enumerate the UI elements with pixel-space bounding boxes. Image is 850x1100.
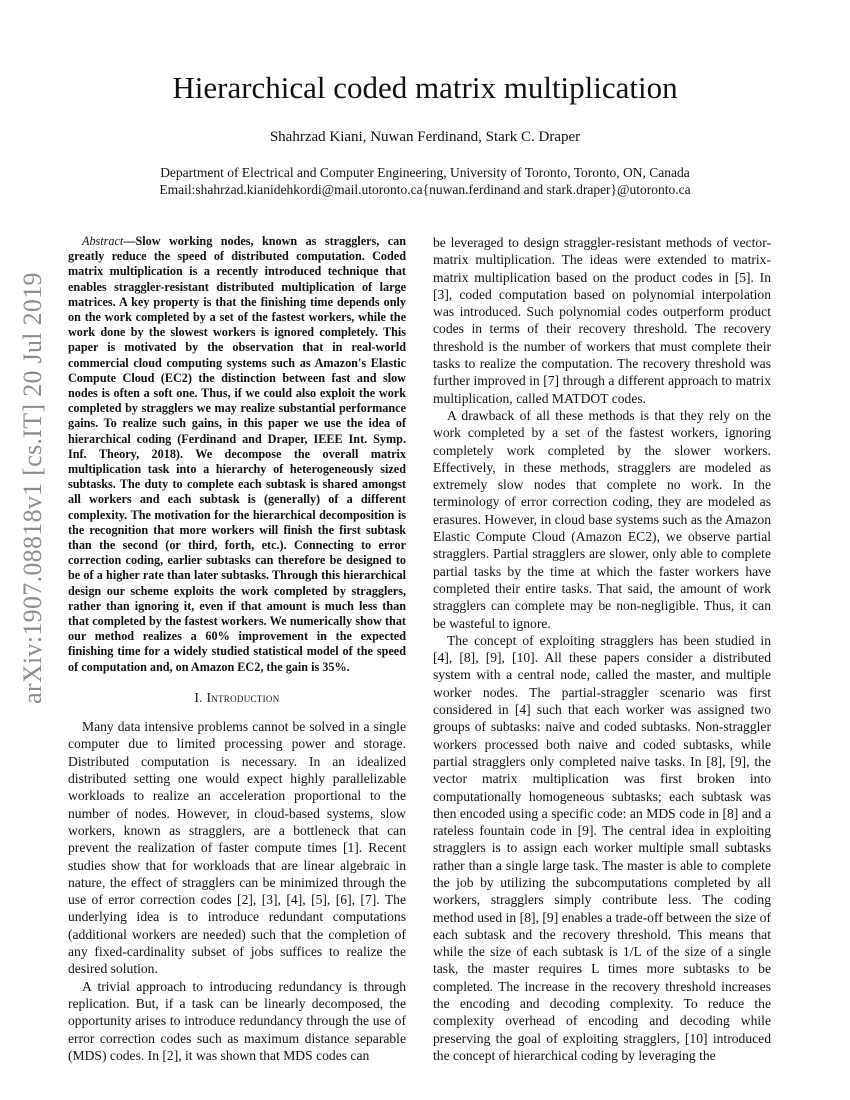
intro-paragraph-1: Many data intensive problems cannot be solved in a single computer due to limited processing power and storage. Distributed computation is necessary. In an idealized distributed setting one would expect highly parallelizable workloads to realize an acceleration proportional to the number of nodes. However, in cloud-based systems, slow workers, known as stragglers, are a bottleneck that can prevent the realization of faster compute times [1]. Recent studies show that for workloads that are linear algebraic in nature, the effect of stragglers can be minimized through the use of error correction codes [2], [3], [4], [5], [6], [7]. The underlying idea is to introduce redundant computations (additional workers are needed) such that the completion of any fixed-cardinality subset of jobs suffices to realize the desired solution. [68,719,406,977]
arxiv-identifier-stamp [8,271,58,704]
left-column [68,234,406,1064]
section-heading-introduction [68,689,406,706]
intro-paragraph-2: A trivial approach to introducing redundancy is through replication. But, if a task can be linearly decomposed, the opportunity arises to introduce redundancy through the use of error correction codes such as maximum distance separable (MDS) codes. In [2], it was shown that MDS codes can [68,978,406,1063]
arxiv-id-text: arXiv:1907.08818v1 [cs.IT] 20 Jul 2019 [18,271,47,704]
paper-title: Hierarchical coded matrix multiplication [172,70,678,105]
section-number: I. [194,689,203,705]
abstract-label: Abstract [82,234,124,248]
body-paragraph-continued: be leveraged to design straggler-resistant methods of vector-matrix multiplication. The ideas were extended to matrix-matrix multiplication based on the product codes in [5]. In [3], coded computation based on polynomial interpolation was introduced. Such polynomial codes outperform product codes in terms of their recovery threshold. The recovery threshold is the number of workers that must complete their tasks to realize the computation. The recovery threshold was further improved in [7] through a different approach to matrix multiplication, called MATDOT codes. [433,235,771,406]
body-paragraph-drawback: A drawback of all these methods is that they rely on the work completed by a set of the fastest workers, ignoring completely work completed by the slower workers. Effectively, in these methods, stragglers are modeled as extremely slow nodes that complete no work. In the terminology of error correction coding, they are modeled as erasures. However, in cloud base systems such as the Amazon Elastic Compute Cloud (Amazon EC2), we observe partial stragglers. Partial stragglers are slower, only able to complete partial tasks by the time at which the faster workers have completed their entire tasks. That said, the amount of work stragglers can complete may be non-negligible. Thus, it can be wasteful to ignore. [433,407,771,631]
abstract-text: —Slow working nodes, known as stragglers, can greatly reduce the speed of distributed computation. Coded matrix multiplication is a recently introduced technique that enables straggler-resistant distributed multiplication of large matrices. A key property is that the finishing time depends only on the work completed by a set of the fastest workers, while the work done by the slowest workers is ignored completely. This paper is motivated by the observation that in real-world commercial cloud computing systems such as Amazon's Elastic Compute Cloud (EC2) the distinction between fast and slow nodes is often a soft one. Thus, if we could also exploit the work completed by stragglers we may realize substantial performance gains. To realize such gains, in this paper we use the idea of hierarchical coding (Ferdinand and Draper, IEEE Int. Symp. Inf. Theory, 2018). We decompose the overall matrix multiplication task into a hierarchy of heterogeneously sized subtasks. The duty to complete each subtask is shared amongst all workers and each subtask is (generally) of a different complexity. The motivation for the hierarchical decomposition is the recognition that more workers will finish the first subtask than the second (or third, forth, etc.). Connecting to error correction coding, earlier subtasks can therefore be designed to be of a higher rate than later subtasks. Through this hierarchical design our scheme exploits the work completed by stragglers, rather than ignoring it, even if that amount is much less than that completed by the fastest workers. We numerically show that our method realizes a 60% improvement in the expected finishing time for a widely studied statistical model of the speed of computation and, on Amazon EC2, the gain is 35%. [68,234,406,674]
right-column [433,234,771,1064]
email-line: Email:shahrzad.kianidehkordi@mail.utoronto.ca{nuwan.ferdinand and stark.draper}@utoronto.ca [159,182,691,197]
abstract [68,234,406,675]
section-title: Introduction [206,689,280,705]
paper-authors: Shahrzad Kiani, Nuwan Ferdinand, Stark C. Draper [269,129,581,145]
affiliation-line: Department of Electrical and Computer Engineering, University of Toronto, Toronto, ON, Canada [160,165,690,180]
affiliation-block [0,164,850,198]
body-paragraph-stragglers: The concept of exploiting stragglers has been studied in [4], [8], [9], [10]. All these papers consider a distributed system with a central node, called the master, and multiple worker nodes. The partial-straggler scenario was first considered in [4] such that each worker was assigned two groups of subtasks: naive and coded subtasks. Non-straggler workers processed both naive and coded subtasks, while partial stragglers only completed naive tasks. In [8], [9], the vector matrix multiplication was first broken into computationally homogeneous subtasks; each subtask was then encoded using a specific code: an MDS code in [8] and a rateless fountain code in [9]. The central idea in exploiting stragglers is to assign each worker multiple small subtasks rather than a single large task. The master is able to complete the job by utilizing the subcomputations completed by all workers, stragglers simply contribute less. The coding method used in [8], [9] enables a trade-off between the size of each subtask and the recovery threshold. This means that while the size of each subtask is 1/L of the size of a single task, the master requires L times more subtasks to be completed. The increase in the recovery threshold increases the encoding and decoding complexity. To reduce the complexity overhead of encoding and decoding while preserving the goal of exploiting stragglers, [10] introduced the concept of hierarchical coding by leveraging the [433,632,771,1063]
